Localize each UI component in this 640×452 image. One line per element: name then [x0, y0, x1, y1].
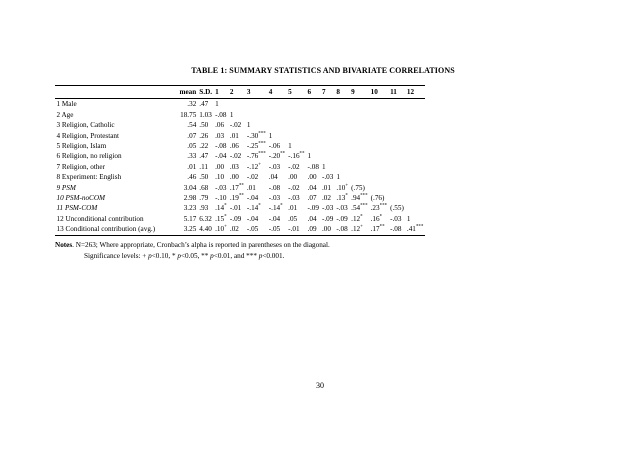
table-cell: [405, 162, 424, 172]
table-cell: -.09: [321, 214, 334, 223]
table-cell: -.04: [246, 194, 259, 203]
table-cell: [405, 131, 424, 141]
table-cell: .15*: [215, 214, 227, 223]
table-cell: [306, 110, 320, 120]
header-cell: mean: [178, 86, 198, 99]
table-cell: [306, 141, 320, 151]
table-cell: -.03: [321, 204, 334, 213]
table-cell: [267, 110, 286, 120]
table-cell: -.09: [307, 204, 319, 213]
header-cell: 2: [228, 86, 245, 99]
row-label: 4 Religion, Protestant: [56, 131, 119, 140]
table-cell: 1: [246, 121, 251, 130]
table-cell: .03: [229, 162, 239, 171]
header-cell-label: [55, 86, 178, 99]
table-row: [55, 203, 425, 213]
table-cell: .06: [215, 121, 225, 130]
table-cell: [405, 183, 424, 193]
row-label: 7 Religion, other: [56, 162, 106, 171]
significance-levels: Significance levels: + p<0.10, * p<0.05, ** p<0.01, and *** p<0.001.: [84, 251, 285, 260]
header-cell: S.D.: [198, 86, 214, 99]
table-cell: .41***: [406, 224, 424, 234]
table-cell: .79: [199, 194, 209, 203]
table-cell: [320, 120, 334, 130]
table-cell: .05: [288, 214, 298, 223]
table-cell: -.12+: [246, 162, 262, 171]
header-cell: 7: [320, 86, 334, 99]
table-cell: [335, 120, 350, 130]
table-cell: -.01: [287, 224, 306, 235]
table-cell: .23***: [370, 204, 388, 213]
table-cell: -.08: [215, 110, 227, 119]
table-cell: [369, 99, 388, 110]
table-row: [55, 99, 425, 110]
table-row: [55, 214, 425, 224]
table-cell: [267, 99, 286, 110]
table-cell: 3.23: [183, 204, 197, 213]
table-cell: -.03: [268, 194, 281, 203]
table-notes: [55, 240, 525, 261]
table-cell: .09: [306, 224, 320, 235]
table-cell: .16*: [370, 214, 383, 223]
table-cell: .50: [199, 121, 209, 130]
row-label: 1 Male: [56, 100, 77, 109]
notes-text: . N=263; Where appropriate, Cronbach’s alpha is reported in parentheses on the diagonal.: [72, 241, 330, 249]
table-cell: -.03: [321, 173, 334, 182]
table-cell: [350, 131, 369, 141]
table-row: [55, 172, 425, 182]
header-cell: 8: [335, 86, 350, 99]
table-cell: .19**: [229, 193, 244, 203]
table-cell: [405, 193, 424, 203]
table-cell: [320, 110, 334, 120]
table-cell: 1.03: [199, 110, 212, 119]
table-cell: -.10: [215, 194, 227, 203]
table-cell: [350, 120, 369, 130]
table-cell: [306, 120, 320, 130]
table-cell: 1: [321, 162, 326, 171]
table-cell: .46: [187, 173, 197, 182]
table-cell: .94***: [351, 193, 368, 203]
table-cell: [350, 162, 369, 172]
table-cell: -.20**: [268, 152, 286, 161]
table-row: [55, 131, 425, 141]
table-cell: .04: [307, 214, 317, 223]
table-cell: (.55): [390, 204, 404, 213]
table-cell: [389, 172, 406, 182]
table-cell: [369, 120, 388, 130]
table-cell: .12*: [351, 214, 363, 223]
table-cell: -.01: [229, 204, 242, 213]
row-label: 12 Unconditional contribution: [56, 214, 144, 223]
table-cell: .01: [288, 204, 298, 213]
row-label: 5 Religion, Islam: [56, 142, 107, 151]
table-cell: [320, 151, 334, 161]
table-cell: .93: [199, 204, 209, 213]
table-cell: 1: [406, 214, 411, 223]
table-cell: -.14*: [268, 204, 283, 213]
table-cell: 1: [268, 131, 273, 140]
table-row: [55, 224, 425, 235]
table-row: [55, 151, 425, 161]
table-cell: [245, 110, 267, 120]
table-cell: .02: [228, 224, 245, 235]
table-cell: .33: [187, 152, 197, 161]
table-cell: [389, 193, 406, 203]
header-cell: 6: [306, 86, 320, 99]
table-cell: .03: [215, 131, 225, 140]
table-cell: -.03: [268, 162, 281, 171]
table-cell: [335, 141, 350, 151]
table-cell: .14*: [215, 204, 227, 213]
table-cell: .10: [215, 173, 225, 182]
row-label: 3 Religion, Catholic: [56, 121, 115, 130]
table-cell: -.08: [268, 183, 281, 192]
table-cell: -.02: [246, 173, 259, 182]
row-label: 6 Religion, no religion: [56, 152, 122, 161]
table-cell: [405, 151, 424, 161]
table-cell: -.03: [215, 183, 227, 192]
table-cell: .01: [321, 183, 331, 192]
table-cell: .11: [199, 162, 208, 171]
header-cell: 9: [350, 86, 369, 99]
table-cell: .54***: [351, 204, 368, 213]
table-cell: .05: [187, 142, 197, 151]
table-cell: .10+: [336, 183, 349, 192]
table-cell: [405, 172, 424, 182]
header-row: [55, 86, 425, 99]
table-cell: [335, 151, 350, 161]
table-cell: .12+: [350, 224, 369, 235]
table-cell: [320, 99, 334, 110]
table-cell: [350, 99, 369, 110]
page-number: 30: [316, 381, 324, 390]
table-cell: 18.75: [180, 110, 197, 119]
table-cell: (.76): [370, 194, 385, 203]
table-cell: .01: [187, 162, 197, 171]
table-cell: [389, 183, 406, 193]
table-cell: [389, 99, 406, 110]
table-cell: 1: [336, 173, 340, 182]
table-cell: [369, 183, 388, 193]
table-cell: .07: [307, 194, 317, 203]
table-cell: (.75): [351, 183, 365, 192]
table-cell: .22: [199, 142, 209, 151]
header-cell: 11: [389, 86, 406, 99]
table-cell: .26: [199, 131, 209, 140]
table-cell: [320, 141, 334, 151]
table-cell: [287, 110, 306, 120]
table-cell: [228, 99, 245, 110]
table-cell: [350, 141, 369, 151]
table-cell: .68: [199, 183, 209, 192]
table-row: [55, 110, 425, 120]
correlation-table: [55, 85, 425, 236]
table-cell: 4.40: [199, 225, 212, 234]
table-cell: 3.04: [183, 183, 197, 192]
table-cell: -.02: [288, 183, 300, 192]
table-cell: [405, 99, 424, 110]
notes-label: Notes: [55, 241, 73, 249]
table-cell: -.08: [307, 162, 319, 171]
table-cell: [369, 151, 388, 161]
table-cell: .01: [246, 183, 256, 192]
table-cell: [335, 99, 350, 110]
table-cell: [405, 110, 424, 120]
table-cell: [369, 131, 388, 141]
table-cell: .00: [229, 173, 239, 182]
table-cell: .06: [229, 142, 239, 151]
table-cell: [306, 99, 320, 110]
table-cell: .50: [199, 173, 209, 182]
table-body: [55, 99, 425, 235]
table-cell: -.09: [336, 214, 348, 223]
table-row: [55, 183, 425, 193]
header-cell: 10: [369, 86, 388, 99]
table-cell: [350, 151, 369, 161]
table-row: [55, 120, 425, 130]
header-cell: 1: [214, 86, 229, 99]
table-cell: -.02: [229, 152, 242, 161]
table-cell: 5.17: [183, 214, 197, 223]
table-cell: -.08: [389, 224, 406, 235]
table-header: [55, 86, 425, 99]
notes-line-1: [55, 240, 525, 251]
table-cell: 1: [229, 110, 234, 119]
table-cell: -.25***: [246, 141, 266, 151]
table-cell: .00: [307, 173, 317, 182]
table-cell: .00: [215, 162, 225, 171]
table-cell: -.04: [268, 214, 281, 223]
table-cell: [287, 120, 306, 130]
table-cell: -.05: [267, 224, 286, 235]
table-cell: [245, 99, 267, 110]
row-label: 10 PSM-noCOM: [56, 194, 106, 203]
table-cell: -.02: [288, 162, 300, 171]
table-cell: -.76***: [246, 152, 266, 161]
table-cell: [389, 141, 406, 151]
table-cell: -.08: [336, 225, 348, 234]
table-cell: .02: [321, 194, 331, 203]
table-row: [55, 162, 425, 172]
row-label: 11 PSM-COM: [56, 204, 98, 213]
header-cell: 3: [245, 86, 267, 99]
table-cell: [389, 110, 406, 120]
table-cell: 1: [215, 100, 219, 109]
table-cell: [369, 110, 388, 120]
table-cell: [369, 141, 388, 151]
table-cell: [320, 131, 334, 141]
table-cell: [350, 110, 369, 120]
table-cell: -.14*: [246, 204, 261, 213]
table-row: [55, 193, 425, 203]
table-cell: .47: [199, 100, 209, 109]
table-cell: -.09: [229, 214, 242, 223]
table-cell: .54: [187, 121, 197, 130]
row-label: 8 Experiment: English: [56, 173, 122, 182]
table-cell: -.03: [336, 204, 348, 213]
table-cell: -.03: [288, 194, 300, 203]
table-cell: -.04: [215, 152, 227, 161]
table-cell: [389, 131, 406, 141]
table-cell: 1: [307, 152, 312, 161]
table-cell: .00: [320, 224, 334, 235]
table-cell: -.05: [245, 224, 267, 235]
table-cell: [267, 120, 286, 130]
table-cell: [389, 162, 406, 172]
table-cell: 6.32: [199, 214, 212, 223]
table-cell: -.04: [246, 214, 259, 223]
row-label: 2 Age: [56, 110, 74, 119]
row-label: 13 Conditional contribution (avg.): [55, 224, 178, 235]
table-cell: .17**: [229, 183, 244, 192]
table-row: [55, 141, 425, 151]
table-title: TABLE 1: SUMMARY STATISTICS AND BIVARIATE CORRELATIONS: [191, 66, 455, 75]
table-cell: [369, 162, 388, 172]
table-cell: .04: [268, 173, 278, 182]
table-cell: [335, 110, 350, 120]
table-cell: 3.25: [178, 224, 198, 235]
table-cell: [335, 131, 350, 141]
table-cell: [405, 141, 424, 151]
header-cell: 12: [405, 86, 424, 99]
table-cell: -.03: [390, 214, 402, 223]
table-cell: .47: [199, 152, 209, 161]
table-cell: .04: [307, 183, 317, 192]
table-cell: -.08: [215, 142, 227, 151]
table-cell: -.06: [268, 142, 281, 151]
table-cell: [350, 172, 369, 182]
table-cell: [405, 203, 424, 213]
table-cell: .00: [288, 173, 298, 182]
table-cell: .13*: [336, 193, 348, 203]
table-cell: .10+: [215, 224, 227, 234]
table-cell: [389, 151, 406, 161]
table-cell: [369, 172, 388, 182]
table-cell: -.02: [229, 121, 242, 130]
table-cell: [405, 120, 424, 130]
table-cell: [335, 162, 350, 172]
header-cell: 5: [287, 86, 306, 99]
table-cell: [389, 120, 406, 130]
table-cell: [306, 131, 320, 141]
table-cell: -.30***: [246, 131, 266, 140]
table-cell: .01: [229, 131, 239, 140]
table-cell: -.16**: [288, 152, 305, 161]
table-cell: 1: [288, 142, 292, 151]
table-cell: .07: [187, 131, 197, 140]
row-label: 9 PSM: [56, 183, 76, 192]
table-cell: .32: [187, 100, 197, 109]
table-cell: [287, 99, 306, 110]
table-cell: [287, 131, 306, 141]
table-cell: .17**: [369, 224, 388, 235]
header-cell: 4: [267, 86, 286, 99]
table-cell: 2.98: [183, 194, 197, 203]
